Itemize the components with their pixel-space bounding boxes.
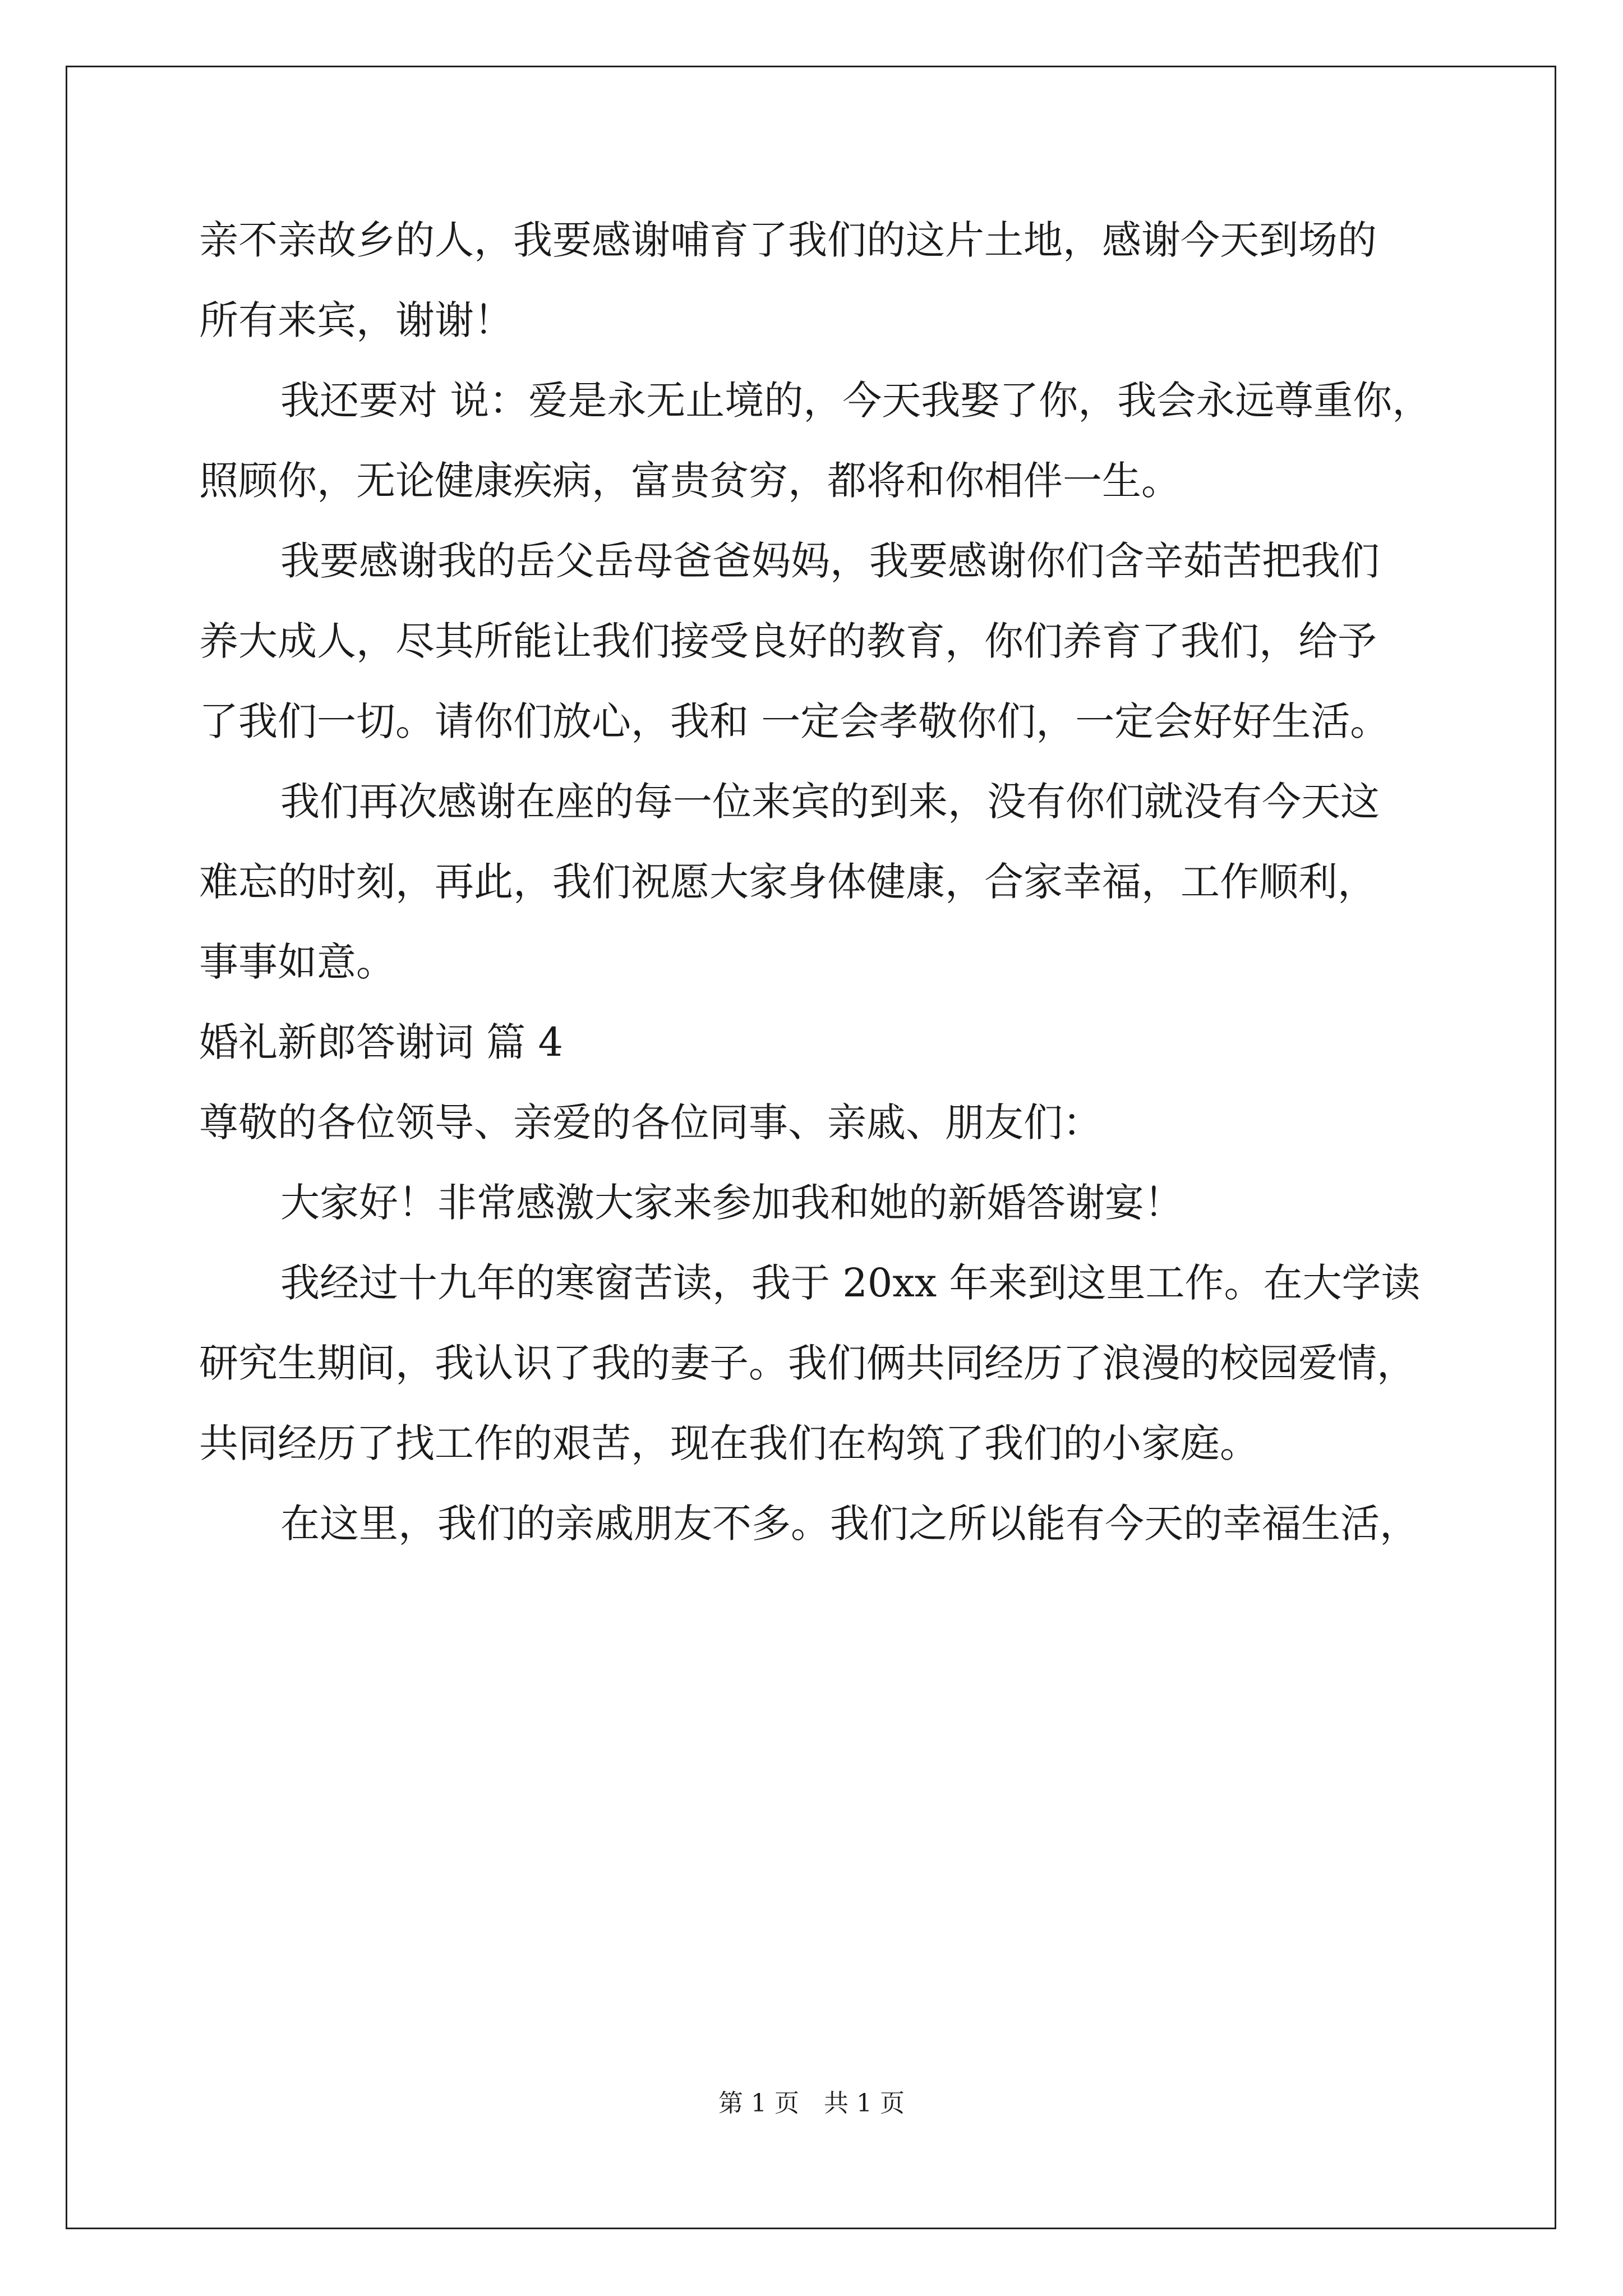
paragraph-line: 亲不亲故乡的人，我要感谢哺育了我们的这片土地，感谢今天到场的: [199, 217, 1377, 263]
salutation-line: 尊敬的各位领导、亲爱的各位同事、亲戚、朋友们：: [199, 1099, 1102, 1145]
paragraph-line: 难忘的时刻，再此，我们祝愿大家身体健康，合家幸福，工作顺利，: [199, 859, 1377, 905]
paragraph-line: 在这里，我们的亲戚朋友不多。我们之所以能有今天的幸福生活，: [280, 1501, 1419, 1547]
page-number-footer: 第 1 页 共 1 页: [718, 2089, 905, 2118]
paragraph-line: 照顾你，无论健康疾病，富贵贫穷，都将和你相伴一生。: [199, 458, 1181, 504]
paragraph-line: 我经过十九年的寒窗苦读，我于 20xx 年来到这里工作。在大学读: [280, 1260, 1421, 1306]
paragraph-line: 我要感谢我的岳父岳母爸爸妈妈，我要感谢你们含辛茹苦把我们: [280, 538, 1380, 584]
paragraph-line: 养大成人，尽其所能让我们接受良好的教育，你们养育了我们，给予: [199, 618, 1377, 664]
paragraph-line: 所有来宾，谢谢！: [199, 297, 513, 343]
paragraph-line: 大家好！非常感激大家来参加我和她的新婚答谢宴！: [280, 1180, 1183, 1226]
paragraph-line: 了我们一切。请你们放心，我和 一定会孝敬你们，一定会好好生活。: [199, 698, 1390, 744]
paragraph-line: 研究生期间，我认识了我的妻子。我们俩共同经历了浪漫的校园爱情，: [199, 1340, 1416, 1386]
paragraph-line: 我还要对 说：爱是永无止境的，今天我娶了你，我会永远尊重你，: [280, 378, 1432, 424]
paragraph-line: 共同经历了找工作的艰苦，现在我们在构筑了我们的小家庭。: [199, 1420, 1259, 1466]
paragraph-line: 我们再次感谢在座的每一位来宾的到来，没有你们就没有今天这: [280, 779, 1380, 825]
section-heading: 婚礼新郎答谢词 篇 4: [199, 1019, 564, 1065]
paragraph-line: 事事如意。: [199, 939, 395, 985]
